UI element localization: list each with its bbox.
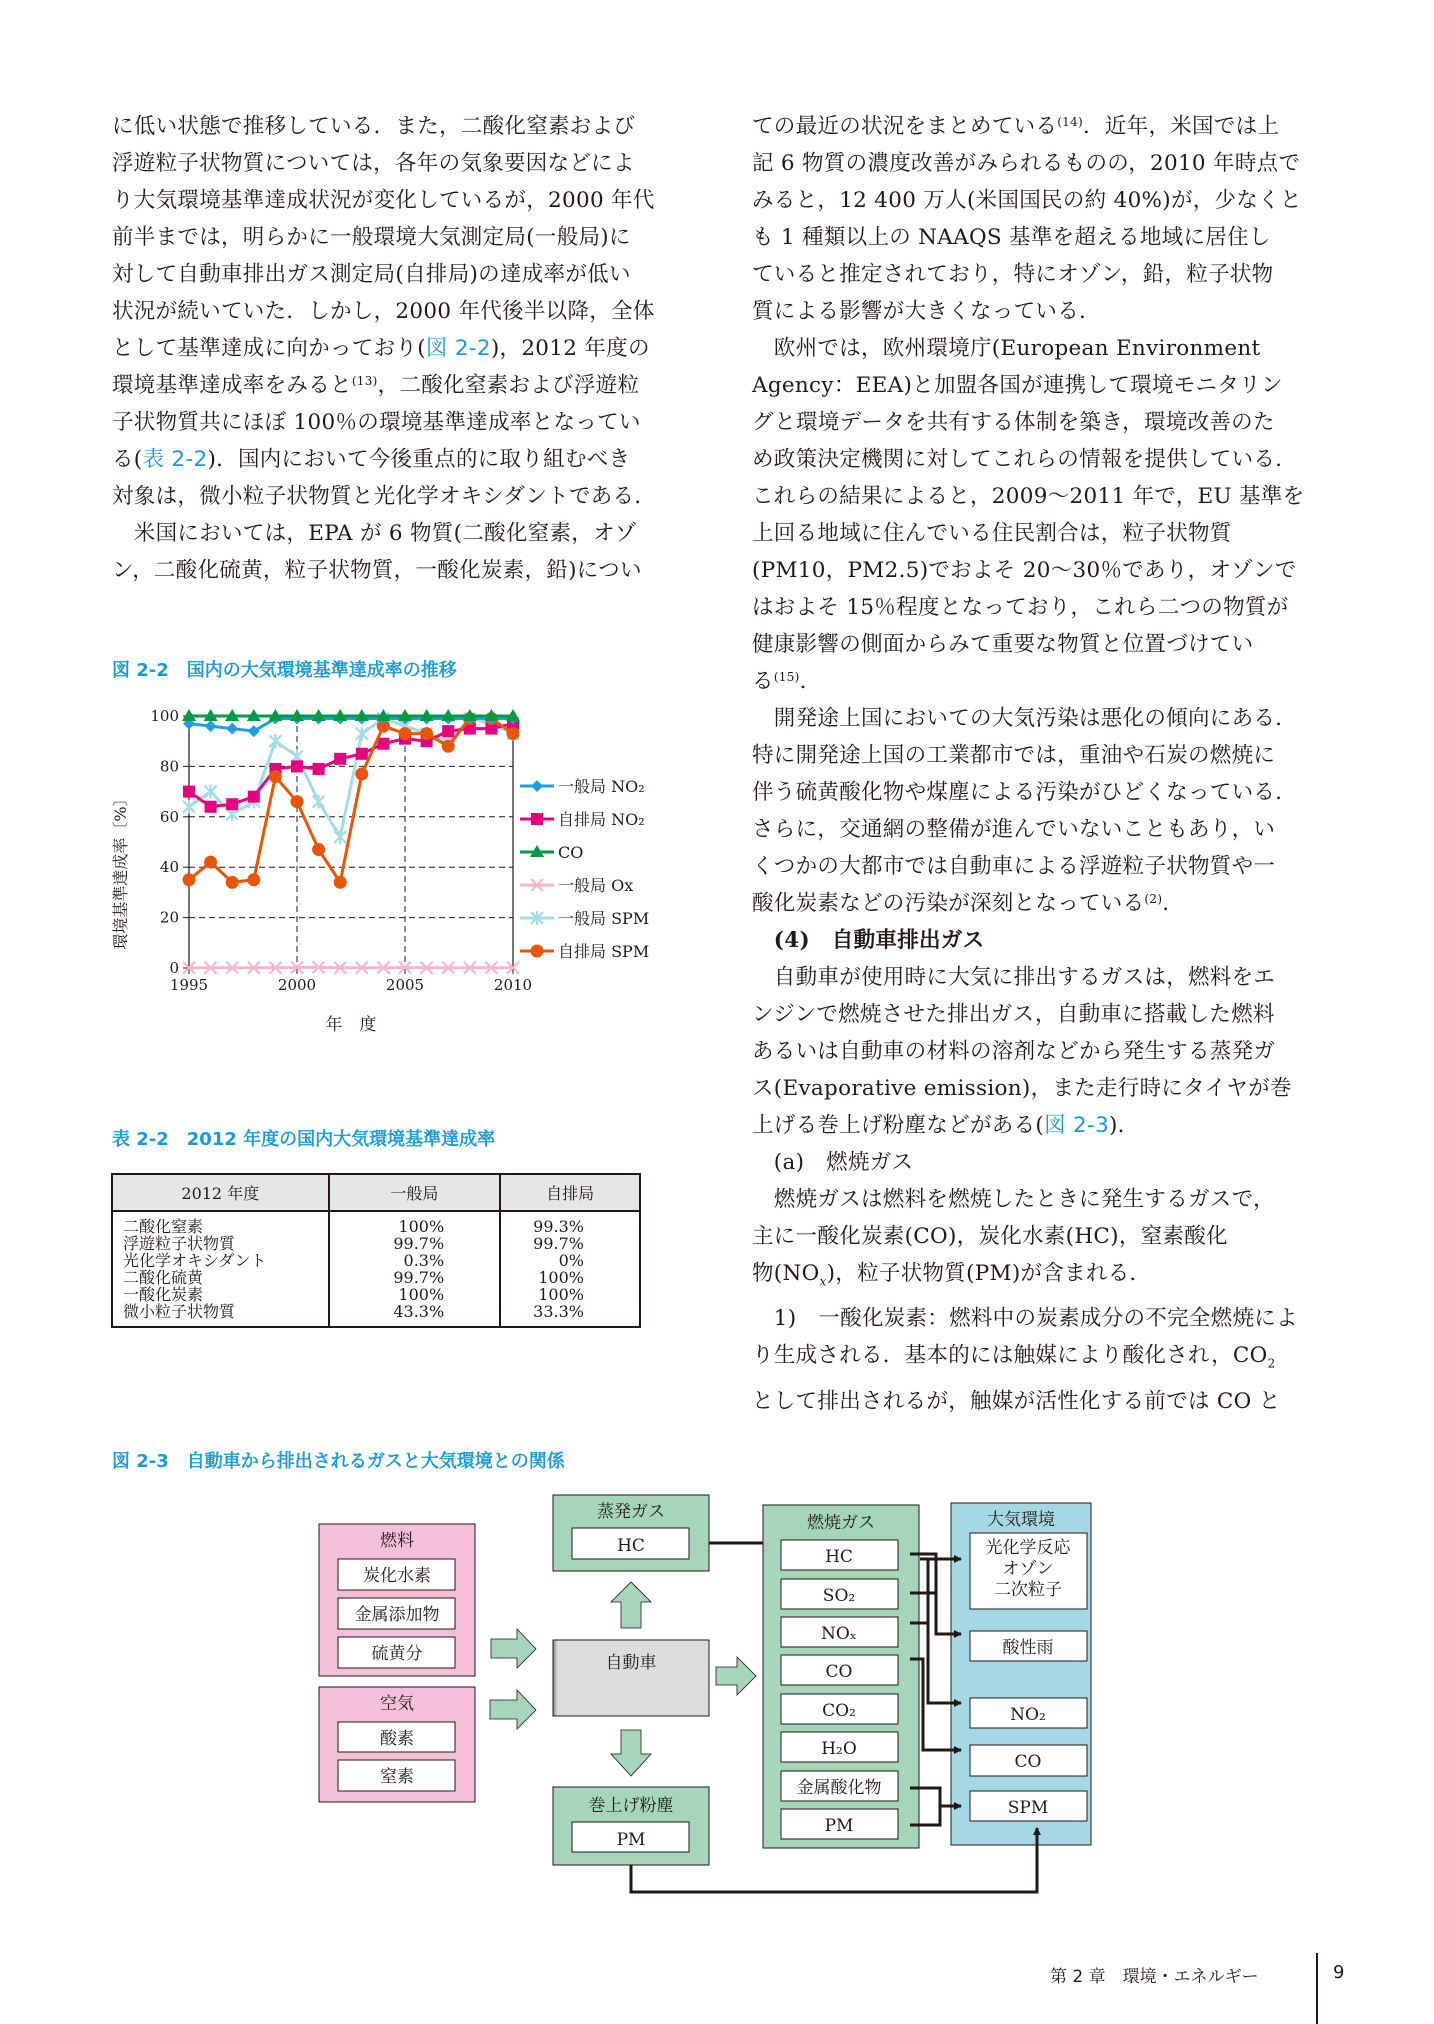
chart-grid <box>189 716 513 968</box>
text: )，粒子状物質(PM)が含まれる． <box>826 1261 1152 1286</box>
combustion-gas-group <box>763 1505 919 1848</box>
paragraph-line <box>112 441 682 478</box>
legend-label: 一般局 Ox <box>558 876 634 895</box>
paragraph-line: Agency：EEA)と加盟各国が連携して環境モニタリン <box>752 373 1283 398</box>
paragraph-line <box>752 1107 1327 1144</box>
text: る <box>752 669 774 694</box>
block-arrow-up-icon <box>611 1582 651 1628</box>
figure-link[interactable]: 図 2-2 <box>425 336 491 361</box>
paragraph-line: くつかの大都市では自動車による浮遊粒子状物質や一 <box>752 854 1276 879</box>
atmosphere-group <box>951 1503 1091 1845</box>
paragraph-line: 欧州では，欧州環境庁(European Environment <box>752 336 1261 361</box>
paragraph-line: グと環境データを共有する体制を築き，環境改善のた <box>752 410 1275 435</box>
y-tick-label: 0 <box>169 959 179 977</box>
data-point <box>205 785 217 799</box>
table-row <box>112 1286 640 1303</box>
data-point <box>531 813 543 825</box>
data-point <box>226 723 238 735</box>
paragraph-line: 米国においては，EPA が 6 物質(二酸化窒素，オゾ <box>112 521 637 546</box>
paragraph-line: 子状物質共にほぼ 100％の環境基準達成率となってい <box>112 410 641 435</box>
text: )，2012 年度の <box>490 336 650 361</box>
paragraph-line: 主に一酸化炭素(CO)，炭化水素(HC)，窒素酸化 <box>752 1224 1228 1249</box>
column-header: 自排局 <box>500 1174 640 1211</box>
text: として基準達成に向かっており( <box>112 336 426 361</box>
series-line <box>189 967 513 968</box>
text: )．国内において今後重点的に取り組むべき <box>207 447 631 472</box>
citation: (15) <box>773 670 800 684</box>
cell-value: 99.7% <box>500 1235 640 1252</box>
flow-diagram <box>300 1490 1100 1900</box>
series-3 <box>183 961 519 974</box>
data-point <box>204 856 217 869</box>
data-point <box>291 795 304 808</box>
atmosphere-item: NO₂ <box>1010 1705 1046 1725</box>
road-dust-group <box>553 1787 709 1865</box>
paragraph-line <box>752 1255 1327 1300</box>
atmosphere-title: 大気環境 <box>987 1510 1055 1530</box>
series-line <box>189 724 513 807</box>
cell-value: 0% <box>500 1252 640 1269</box>
photochem-line: オゾン <box>1002 1559 1054 1579</box>
paragraph-line: 対象は，微小粒子状物質と光化学オキシダントである． <box>112 484 657 509</box>
paragraph-line: これらの結果によると，2009～2011 年で，EU 基準を <box>752 484 1305 509</box>
table-link[interactable]: 表 2-2 <box>142 447 208 472</box>
paragraph-line: ン，二酸化硫黄，粒子状物質，一酸化炭素，鉛)につい <box>112 558 642 583</box>
x-tick-label: 1995 <box>169 976 209 994</box>
atmosphere-item: 酸性雨 <box>1002 1638 1054 1658</box>
text: り生成される．基本的には触媒により酸化され，CO <box>752 1343 1268 1369</box>
cell-value: 0.3% <box>329 1252 501 1269</box>
data-point <box>269 734 281 748</box>
air-item: 窒素 <box>380 1767 414 1787</box>
paragraph-line <box>112 330 682 367</box>
table-row <box>112 1211 640 1235</box>
cell-value: 100% <box>329 1286 501 1303</box>
data-point <box>248 791 260 803</box>
data-point <box>334 876 347 889</box>
data-point <box>507 727 520 740</box>
chapter-footer: 第 2 章 環境・エネルギー <box>1050 1967 1259 1987</box>
data-point <box>313 763 325 775</box>
paragraph-line: ンジンで燃焼させた排出ガス，自動車に搭載した燃料 <box>752 1002 1275 1027</box>
legend-item <box>520 909 649 928</box>
paragraph-line: 伴う硫黄酸化物や煤塵による汚染がひどくなっている． <box>752 780 1298 805</box>
paragraph-line: 自動車が使用時に大気に排出するガスは，燃料をエ <box>752 965 1276 990</box>
paragraph-line: 1) 一酸化炭素：燃料中の炭素成分の不完全燃焼によ <box>752 1306 1298 1332</box>
left-column <box>112 108 682 589</box>
evaporative-title: 蒸発ガス <box>597 1502 665 1522</box>
evaporative-item: HC <box>617 1536 645 1556</box>
legend-label: 一般局 NO₂ <box>558 777 645 796</box>
table-2-2-caption: 表 2-2 2012 年度の国内大気環境基準達成率 <box>112 1129 496 1150</box>
air-item: 酸素 <box>380 1729 414 1749</box>
data-point <box>531 945 544 958</box>
y-axis-label: 環境基準達成率〔%〕 <box>111 790 130 950</box>
text: 上げる巻上げ粉塵などがある( <box>752 1113 1045 1138</box>
paragraph-line: あるいは自動車の材料の溶剤などから発生する蒸発ガ <box>752 1039 1276 1064</box>
subscript: x <box>819 1274 827 1289</box>
legend-item <box>520 777 645 796</box>
table-row <box>112 1303 640 1327</box>
paragraph-line: みると，12 400 万人(米国国民の約 40%)が，少なくと <box>752 188 1302 213</box>
right-column <box>752 108 1327 1420</box>
table-row <box>112 1269 640 1286</box>
paragraph-line <box>112 367 682 404</box>
fuel-item: 硫黄分 <box>371 1644 423 1664</box>
fuel-title: 燃料 <box>380 1531 414 1551</box>
text: ての最近の状況をまとめている <box>752 114 1058 139</box>
cell-value: 100% <box>500 1269 640 1286</box>
fuel-group <box>319 1524 475 1676</box>
car-box <box>553 1640 709 1716</box>
data-point <box>269 770 282 783</box>
data-point <box>205 720 217 732</box>
data-point <box>248 725 260 737</box>
text: 環境基準達成率をみると <box>112 373 352 398</box>
column-header: 2012 年度 <box>112 1174 329 1211</box>
row-label: 二酸化窒素 <box>112 1211 329 1235</box>
text: )． <box>1109 1113 1140 1138</box>
combustion-item: SO₂ <box>822 1586 856 1606</box>
legend-label: CO <box>558 843 584 862</box>
combustion-item: 金属酸化物 <box>796 1778 882 1798</box>
subscript: 2 <box>1267 1356 1276 1371</box>
paragraph-line: 上回る地域に住んでいる住民割合は，粒子状物質 <box>752 521 1232 546</box>
row-label: 浮遊粒子状物質 <box>112 1235 329 1252</box>
paragraph-line: (PM10，PM2.5)でおよそ 20～30％であり，オゾンで <box>752 558 1297 583</box>
figure-2-2-caption: 図 2-2 国内の大気環境基準達成率の推移 <box>112 660 457 681</box>
text: ． <box>799 669 822 694</box>
combustion-item: H₂O <box>821 1739 857 1759</box>
y-tick-label: 20 <box>159 908 179 927</box>
row-label: 微小粒子状物質 <box>112 1303 329 1327</box>
cell-value: 100% <box>500 1286 640 1303</box>
atmosphere-item: SPM <box>1007 1798 1049 1818</box>
x-tick-label: 2000 <box>277 976 317 994</box>
row-label: 一酸化炭素 <box>112 1286 329 1303</box>
cell-value: 99.7% <box>329 1269 501 1286</box>
table-row <box>112 1252 640 1269</box>
cell-value: 99.7% <box>329 1235 501 1252</box>
data-point <box>356 748 368 760</box>
data-point <box>183 873 196 886</box>
data-point <box>183 786 195 798</box>
paragraph-line: 記 6 物質の濃度改善がみられるものの，2010 年時点で <box>752 151 1301 176</box>
legend-item <box>520 942 649 961</box>
citation: (14) <box>1057 115 1084 129</box>
block-arrow-right-icon <box>490 1690 536 1729</box>
text: る( <box>112 447 143 472</box>
data-point <box>442 725 454 737</box>
paragraph-line: 燃焼ガスは燃料を燃焼したときに発生するガスで， <box>752 1187 1275 1212</box>
x-tick-label: 2010 <box>493 976 533 994</box>
cell-value: 43.3% <box>329 1303 501 1327</box>
text: ，二酸化窒素および浮遊粒 <box>377 373 640 398</box>
combustion-title: 燃焼ガス <box>807 1513 875 1533</box>
data-point <box>226 876 239 889</box>
legend-item <box>520 810 645 829</box>
citation: (2) <box>1144 892 1163 906</box>
data-point <box>334 753 346 765</box>
line-chart <box>100 690 700 1050</box>
fuel-item: 金属添加物 <box>354 1605 440 1625</box>
atmosphere-item: CO <box>1014 1752 1042 1772</box>
cell-value: 100% <box>329 1211 501 1235</box>
paragraph-line <box>752 108 1327 145</box>
block-arrow-right-icon <box>491 1629 536 1668</box>
paragraph-line <box>752 663 1327 700</box>
paragraph-line: として排出されるが，触媒が活性化する前では CO と <box>752 1388 1281 1414</box>
paragraph-line: め政策決定機関に対してこれらの情報を提供している． <box>752 447 1298 472</box>
data-point <box>420 727 433 740</box>
figure-2-3-caption: 図 2-3 自動車から排出されるガスと大気環境との関係 <box>112 1451 565 1472</box>
data-point <box>377 738 389 750</box>
x-tick-label: 2005 <box>385 976 425 994</box>
section-heading: (4) 自動車排出ガス <box>752 928 985 953</box>
x-axis-label: 年 度 <box>325 1015 377 1035</box>
chart-axes <box>150 707 532 994</box>
combustion-item: PM <box>824 1816 854 1836</box>
paragraph-line: 開発途上国においての大気汚染は悪化の傾向にある． <box>752 706 1298 731</box>
photochem-line: 光化学反応 <box>985 1538 1071 1558</box>
combustion-item: CO <box>825 1662 853 1682</box>
legend-item <box>520 843 583 862</box>
row-label: 光化学オキシダント <box>112 1252 329 1269</box>
legend-label: 一般局 SPM <box>558 909 650 928</box>
figure-link[interactable]: 図 2-3 <box>1044 1113 1110 1138</box>
paragraph-line <box>752 885 1327 922</box>
air-title: 空気 <box>380 1694 414 1714</box>
paragraph-line: さらに，交通網の整備が進んでいないこともあり，い <box>752 817 1276 842</box>
y-tick-label: 40 <box>159 858 179 877</box>
air-group <box>319 1687 475 1802</box>
paragraph-line: 特に開発途上国の工業都市では，重油や石炭の燃焼に <box>752 743 1276 768</box>
subsection-heading: (a) 燃焼ガス <box>752 1150 914 1175</box>
road-dust-title: 巻上げ粉塵 <box>588 1796 674 1816</box>
data-point <box>226 798 238 810</box>
data-point <box>247 873 260 886</box>
column-header: 一般局 <box>329 1174 501 1211</box>
paragraph-line: 質による影響が大きくなっている． <box>752 299 1101 324</box>
paragraph-line: も 1 種類以上の NAAQS 基準を超える地域に居住し <box>752 225 1271 250</box>
footer-divider <box>1316 1953 1318 2024</box>
data-point <box>355 767 368 780</box>
paragraph-line: 対して自動車排出ガス測定局(自排局)の達成率が低い <box>112 262 631 287</box>
data-point <box>442 740 455 753</box>
data-point <box>531 780 543 792</box>
legend-item <box>520 876 633 895</box>
citation: (13) <box>351 374 378 388</box>
paragraph-line: 健康影響の側面からみて重要な物質と位置づけてい <box>752 632 1254 657</box>
paragraph-line <box>752 1337 1327 1382</box>
block-arrow-down-icon <box>611 1730 651 1776</box>
table-row <box>112 1235 640 1252</box>
combustion-item: CO₂ <box>822 1701 856 1721</box>
cell-value: 99.3% <box>500 1211 640 1235</box>
legend-label: 自排局 NO₂ <box>558 810 645 829</box>
paragraph-line: り大気環境基準達成状況が変化しているが，2000 年代 <box>112 188 655 213</box>
data-point <box>356 727 368 741</box>
paragraph-line: 浮遊粒子状物質については，各年の気象要因などによ <box>112 151 635 176</box>
data-point <box>291 760 303 772</box>
paragraph-line: ていると推定されており，特にオゾン，鉛，粒子状物 <box>752 262 1274 287</box>
y-tick-label: 60 <box>159 807 179 826</box>
paragraph-line: はおよそ 15％程度となっており，これら二つの物質が <box>752 595 1289 620</box>
data-table <box>111 1173 641 1328</box>
paragraph-line: に低い状態で推移している．また，二酸化窒素および <box>112 114 636 139</box>
legend-label: 自排局 SPM <box>558 942 650 961</box>
text: ．近年，米国では上 <box>1083 114 1280 139</box>
text: 物(NO <box>752 1261 820 1286</box>
paragraph-line: 前半までは，明らかに一般環境大気測定局(一般局)に <box>112 225 631 250</box>
row-label: 二酸化硫黄 <box>112 1269 329 1286</box>
data-point <box>399 727 412 740</box>
paragraph-line: ス(Evaporative emission)，また走行時にタイヤが巻 <box>752 1076 1292 1101</box>
combustion-item: NOₓ <box>820 1624 858 1644</box>
paragraph-line: 状況が続いていた．しかし，2000 年代後半以降，全体 <box>112 299 655 324</box>
page-number: 9 <box>1333 1962 1345 1983</box>
text: 酸化炭素などの汚染が深刻となっている <box>752 891 1145 916</box>
road-dust-item: PM <box>616 1830 646 1850</box>
data-point <box>313 795 325 809</box>
text: ． <box>1162 891 1185 916</box>
data-point <box>205 801 217 813</box>
combustion-item: HC <box>825 1547 853 1567</box>
chart-legend <box>520 777 649 961</box>
table-header-row <box>112 1174 640 1211</box>
photochem-line: 二次粒子 <box>994 1580 1062 1600</box>
chart-series <box>182 709 520 974</box>
y-tick-label: 100 <box>150 707 179 725</box>
y-tick-label: 80 <box>159 757 179 776</box>
fuel-item: 炭化水素 <box>363 1566 431 1586</box>
data-point <box>334 830 346 844</box>
cell-value: 33.3% <box>500 1303 640 1327</box>
car-label: 自動車 <box>605 1653 657 1673</box>
block-arrow-right-icon <box>716 1657 756 1695</box>
data-point <box>183 800 195 814</box>
data-point <box>312 843 325 856</box>
evaporative-gas-group <box>553 1495 709 1571</box>
